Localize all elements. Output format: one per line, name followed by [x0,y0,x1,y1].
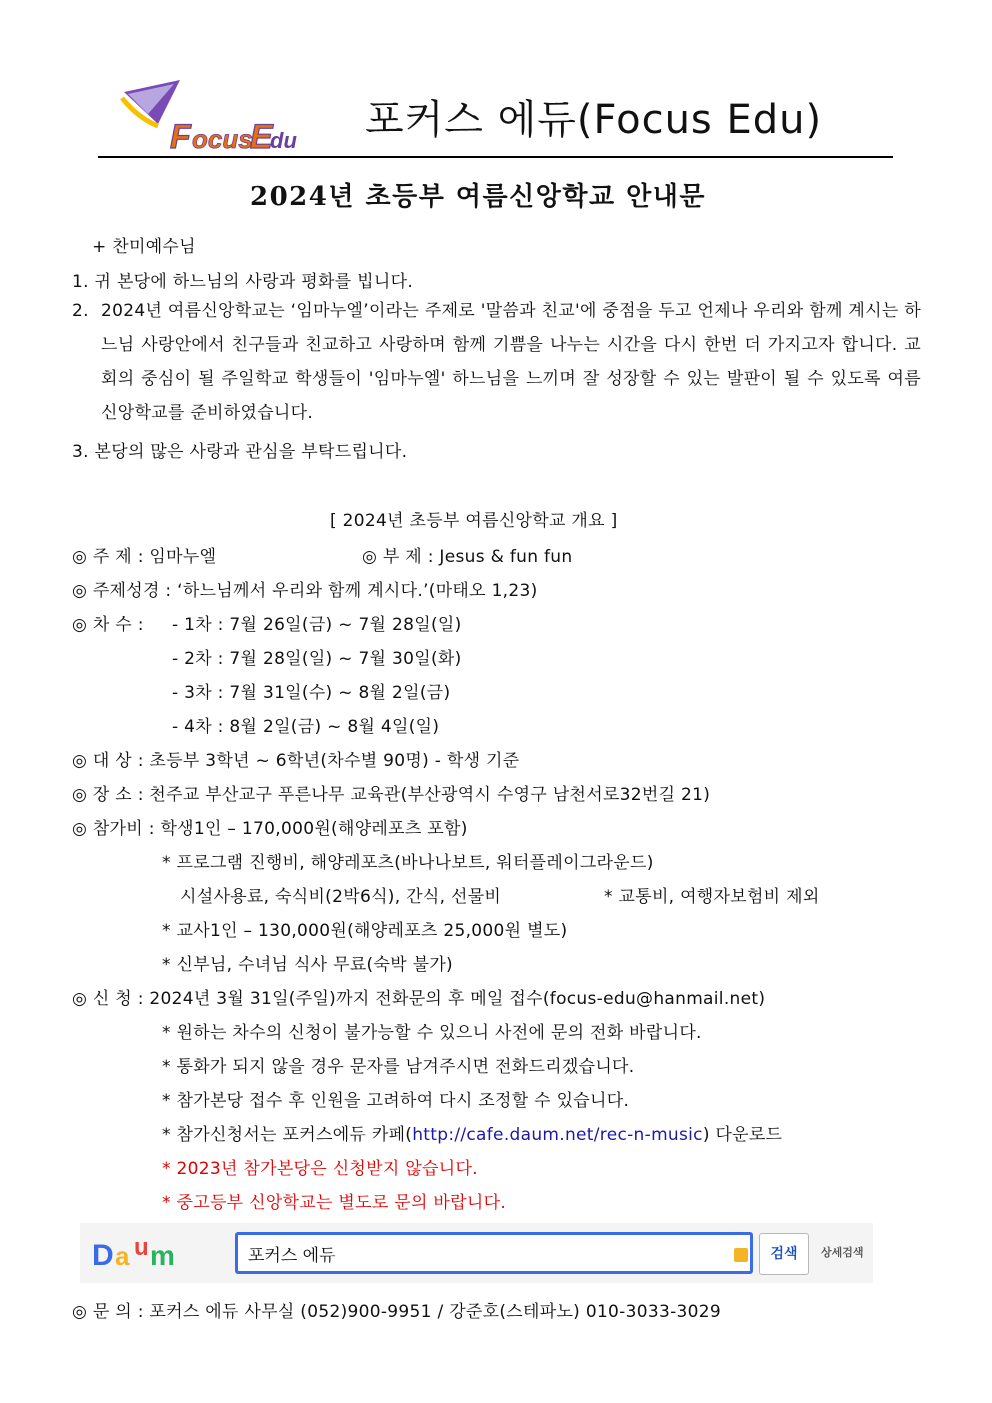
focus-edu-logo [118,78,308,158]
search-input[interactable] [235,1232,753,1274]
apply-note-1: * 원하는 차수의 신청이 불가능할 수 있으니 사전에 문의 전화 바랍니다. [162,1023,702,1043]
advanced-search-link[interactable]: 상세검색 [821,1246,864,1259]
session-3: - 3차 : 7월 31일(수) ~ 8월 2일(금) [172,683,451,703]
red-note-2: * 중고등부 신앙학교는 별도로 문의 바랍니다. [162,1193,507,1213]
fee-note-2: 시설사용료, 숙식비(2박6식), 간식, 선물비 [180,887,502,907]
fee-note-3: * 교통비, 여행자보험비 제외 [604,887,820,907]
svg-text:du: du [270,128,297,153]
svg-text:E: E [250,118,273,156]
theme: ◎ 주 제 : 임마누엘 [72,547,217,567]
red-note-1: * 2023년 참가본당은 신청받지 않습니다. [162,1159,478,1179]
item-1: 1. 귀 본당에 하느님의 사랑과 평화를 빕니다. [72,272,414,292]
contact: ◎ 문 의 : 포커스 에듀 사무실 (052)900-9951 / 강준호(스테파노) 010-3033-3029 [72,1302,721,1322]
brand-title: 포커스 에듀(Focus Edu) [365,97,823,143]
cafe-link[interactable]: http://cafe.daum.net/rec-n-music [412,1125,703,1145]
svg-text:a: a [115,1241,130,1271]
apply-note-cafe: * 참가신청서는 포커스에듀 카페(http://cafe.daum.net/rec-n-music) 다운로드 [162,1125,783,1145]
session-1: - 1차 : 7월 26일(금) ~ 7월 28일(일) [172,615,462,635]
greeting: + 찬미예수님 [92,237,196,257]
apply: ◎ 신 청 : 2024년 3월 31일(주일)까지 전화문의 후 메일 접수(focus-edu@hanmail.net) [72,989,766,1009]
subtheme: ◎ 부 제 : Jesus & fun fun [362,547,573,567]
verse: ◎ 주제성경 : ‘하느님께서 우리와 함께 계시다.’(마태오 1,23) [72,581,538,601]
fee: ◎ 참가비 : 학생1인 – 170,000원(해양레포츠 포함) [72,819,468,839]
document-title: 2024년 초등부 여름신앙학교 안내문 [250,182,707,212]
dropdown-icon[interactable] [734,1248,748,1262]
svg-text:ocus: ocus [192,124,253,154]
target: ◎ 대 상 : 초등부 3학년 ~ 6학년(차수별 90명) - 학생 기준 [72,751,520,771]
search-query: 포커스 에듀 [248,1246,336,1266]
session-2: - 2차 : 7월 28일(일) ~ 7월 30일(화) [172,649,462,669]
fee-note-4: * 교사1인 – 130,000원(해양레포츠 25,000원 별도) [162,921,568,941]
fee-note-1: * 프로그램 진행비, 해양레포츠(바나나보트, 워터플레이그라운드) [162,853,654,873]
apply-note-2: * 통화가 되지 않을 경우 문자를 남겨주시면 전화드리겠습니다. [162,1057,635,1077]
sessions-label: ◎ 차 수 : [72,615,144,635]
apply-note-3: * 참가본당 접수 후 인원을 고려하여 다시 조정할 수 있습니다. [162,1091,630,1111]
fee-note-5: * 신부님, 수녀님 식사 무료(숙박 불가) [162,955,453,975]
header-rule [98,156,893,158]
svg-text:D: D [92,1239,114,1272]
svg-text:u: u [134,1234,149,1261]
svg-text:m: m [150,1240,175,1271]
overview-heading: [ 2024년 초등부 여름신앙학교 개요 ] [330,511,618,531]
logo-text: F [170,118,191,156]
place: ◎ 장 소 : 천주교 부산교구 푸른나무 교육관(부산광역시 수영구 남천서로32번길 21) [72,785,711,805]
daum-search-bar [80,1223,873,1283]
search-button[interactable]: 검색 [759,1233,809,1275]
item-3: 3. 본당의 많은 사랑과 관심을 부탁드립니다. [72,442,408,462]
daum-logo [90,1231,200,1275]
session-4: - 4차 : 8월 2일(금) ~ 8월 4일(일) [172,717,440,737]
item-2-number: 2. [72,301,89,321]
item-2-text: 2024년 여름신앙학교는 ‘임마누엘’이라는 주제로 '말씀과 친교'에 중점을 두고 언제나 우리와 함께 계시는 하느님 사랑안에서 친구들과 친교하고 사랑하며 함께 기쁨을 나누는 시간을 다시 한번 더 가지고자 합니다. 교회의 중심이 될 주일학교 학생들이 '임마누엘' 하느님을 느끼며 잘 성장할 수 있는 발판이 될 수 있도록 여름신앙학교를 준비하였습니다. [101,301,921,423]
